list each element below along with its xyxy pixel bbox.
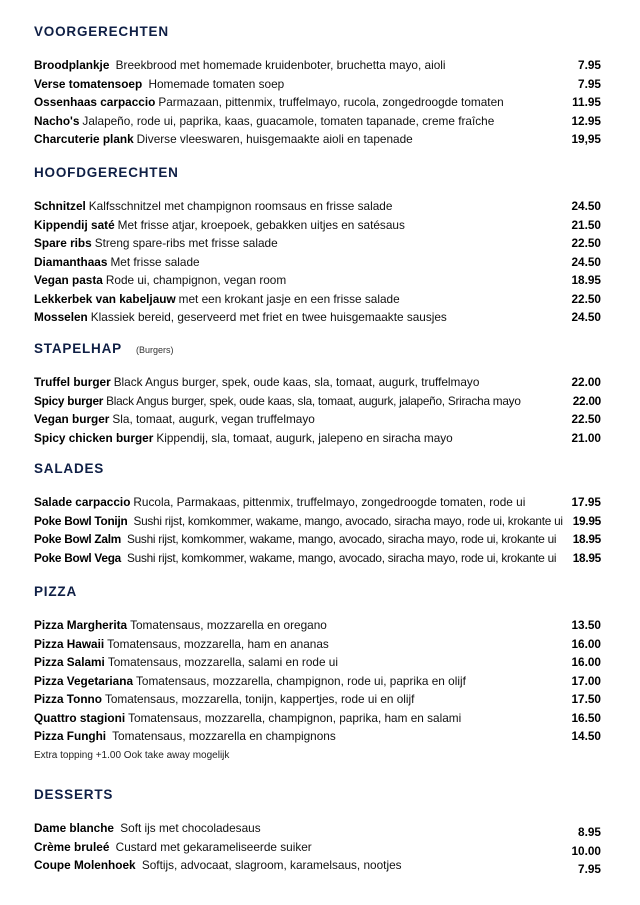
item-price: 8.95: [578, 825, 601, 839]
menu-item: [34, 690, 604, 709]
item-price: 7.95: [578, 862, 601, 876]
item-name: Dame blanche: [34, 821, 114, 835]
menu-item: [34, 549, 604, 568]
item-description: Tomatensaus, mozzarella en champignons: [109, 729, 336, 743]
menu-item: [34, 838, 604, 857]
item-name: Lekkerbek van kabeljauw: [34, 291, 176, 306]
section-pizza: [34, 584, 604, 766]
section-salades: [34, 461, 604, 567]
menu-item: [34, 653, 604, 672]
menu-item: [34, 392, 604, 411]
item-name: Spicy chicken burger: [34, 430, 154, 445]
section-hoofdgerechten: [34, 165, 604, 327]
section-title: STAPELHAP: [34, 341, 122, 356]
item-price: 10.00: [571, 843, 601, 858]
menu-item: [34, 493, 604, 512]
item-price: 17.95: [571, 495, 601, 509]
item-description: Tomatensaus, mozzarella, ham en ananas: [107, 636, 329, 651]
item-description: Streng spare-ribs met frisse salade: [94, 236, 278, 250]
item-price: 7.95: [578, 58, 601, 72]
item-description: Klassiek bereid, geserveerd met friet en twee huisgemaakte sausjes: [90, 310, 447, 324]
item-price: 13.50: [571, 618, 601, 632]
menu-item: [34, 216, 604, 235]
section-subtitle: (Burgers): [135, 345, 174, 355]
menu-item: [34, 373, 604, 392]
menu-item: [34, 709, 604, 728]
item-name: Ossenhaas carpaccio: [34, 95, 156, 109]
item-description: Sushi rijst, komkommer, wakame, mango, avocado, siracha mayo, rode ui, krokante ui: [123, 550, 557, 565]
item-price: 22.50: [571, 291, 601, 306]
item-name: Poke Bowl Vega: [34, 550, 121, 565]
item-description: Tomatensaus, mozzarella, champignon, rode ui, paprika en olijf: [136, 673, 466, 688]
item-description: Tomatensaus, mozzarella, champignon, paprika, ham en salami: [128, 710, 462, 725]
item-description: Jalapeño, rode ui, paprika, kaas, guacamole, tomaten tapanade, creme fraîche: [82, 113, 495, 128]
item-price: 11.95: [572, 95, 601, 109]
menu-item: [34, 410, 604, 429]
section-header: [34, 584, 604, 604]
menu-item: [34, 197, 604, 216]
item-price: 19,95: [571, 132, 601, 146]
item-name: Quattro stagioni: [34, 710, 126, 725]
item-description: Black Angus burger, spek, oude kaas, sla, tomaat, augurk, jalapeño, Sriracha mayo: [106, 393, 521, 408]
item-name: Poke Bowl Zalm: [34, 532, 121, 546]
item-price: 17.00: [571, 673, 601, 688]
item-name: Pizza Margherita: [34, 618, 128, 632]
menu-item: [34, 271, 604, 290]
item-price: 21.50: [571, 217, 601, 232]
menu-item: [34, 253, 604, 272]
section-voorgerechten: [34, 24, 604, 149]
item-price: 24.50: [571, 310, 601, 324]
item-price: 7.95: [578, 76, 601, 91]
section-header: [34, 787, 604, 807]
item-price: 14.50: [571, 729, 601, 743]
section-desserts: [34, 787, 604, 875]
item-description: Soft ijs met chocoladesaus: [117, 821, 261, 835]
item-description: Homemade tomaten soep: [145, 76, 285, 91]
menu-item: [34, 512, 604, 531]
item-name: Truffel burger: [34, 375, 111, 389]
pizza-note: Extra topping +1.00 Ook take away mogelijk: [34, 749, 230, 761]
item-description: Met frisse atjar, kroepoek, gebakken uitjes en satésaus: [117, 217, 405, 232]
item-price: 16.00: [571, 655, 601, 669]
item-price: 22.50: [571, 236, 601, 250]
item-price: 16.00: [571, 636, 601, 651]
item-name: Pizza Vegetariana: [34, 673, 134, 688]
section-header: [34, 24, 604, 44]
section-title: SALADES: [34, 461, 105, 476]
item-name: Poke Bowl Tonijn: [34, 513, 128, 528]
item-name: Verse tomatensoep: [34, 76, 143, 91]
menu-item: [34, 635, 604, 654]
item-price: 24.50: [571, 199, 601, 213]
item-name: Vegan burger: [34, 412, 110, 426]
item-price: 12.95: [571, 113, 601, 128]
item-description: Breekbrood met homemade kruidenboter, bruchetta mayo, aioli: [112, 58, 446, 72]
item-description: met een krokant jasje en een frisse salade: [178, 291, 400, 306]
item-description: Kalfsschnitzel met champignon roomsaus en frisse salade: [88, 199, 393, 213]
item-price: 22.00: [572, 393, 601, 408]
item-description: Tomatensaus, mozzarella, tonijn, kappertjes, rode ui en olijf: [104, 692, 415, 706]
item-description: Sushi rijst, komkommer, wakame, mango, avocado, siracha mayo, rode ui, krokante ui: [123, 532, 557, 546]
section-stapelhap: [34, 341, 604, 447]
item-description: Diverse vleeswaren, huisgemaakte aioli en tapenade: [136, 132, 413, 146]
item-description: Softijs, advocaat, slagroom, karamelsaus, nootjes: [138, 858, 402, 872]
section-title: PIZZA: [34, 584, 77, 599]
menu-item: [34, 429, 604, 448]
item-price: 17.50: [571, 692, 601, 706]
item-price: 24.50: [571, 254, 601, 269]
menu-item: [34, 819, 604, 838]
item-name: Mosselen: [34, 310, 88, 324]
section-header: [34, 341, 604, 361]
menu-item: [34, 530, 604, 549]
item-description: Kippendij, sla, tomaat, augurk, jalepeno en siracha mayo: [156, 430, 453, 445]
section-title: HOOFDGERECHTEN: [34, 165, 179, 180]
item-description: Black Angus burger, spek, oude kaas, sla, tomaat, augurk, truffelmayo: [113, 375, 480, 389]
menu-item: [34, 93, 604, 112]
section-title: VOORGERECHTEN: [34, 24, 169, 39]
menu-item: [34, 75, 604, 94]
section-title: DESSERTS: [34, 787, 114, 802]
item-description: Tomatensaus, mozzarella, salami en rode ui: [107, 655, 338, 669]
item-description: Rode ui, champignon, vegan room: [105, 273, 287, 287]
item-price: 18.95: [571, 273, 601, 287]
item-name: Diamanthaas: [34, 254, 108, 269]
menu-item: [34, 856, 604, 875]
menu-item: [34, 290, 604, 309]
item-name: Salade carpaccio: [34, 495, 131, 509]
menu-item: [34, 727, 604, 746]
item-name: Pizza Hawaii: [34, 636, 105, 651]
item-name: Nacho's: [34, 113, 80, 128]
item-price: 16.50: [571, 710, 601, 725]
item-name: Spare ribs: [34, 236, 92, 250]
menu-item: [34, 672, 604, 691]
menu-item: [34, 112, 604, 131]
item-name: Pizza Salami: [34, 655, 105, 669]
section-header: [34, 461, 604, 481]
item-price: 19.95: [572, 513, 601, 528]
menu-item: [34, 130, 604, 149]
item-name: Charcuterie plank: [34, 132, 134, 146]
item-name: Spicy burger: [34, 393, 104, 408]
item-name: Vegan pasta: [34, 273, 103, 287]
item-price: 18.95: [572, 550, 601, 565]
item-name: Pizza Tonno: [34, 692, 102, 706]
item-description: Parmazaan, pittenmix, truffelmayo, rucola, zongedroogde tomaten: [158, 95, 504, 109]
item-name: Schnitzel: [34, 199, 86, 213]
item-description: Custard met gekarameliseerde suiker: [112, 839, 312, 854]
item-description: Met frisse salade: [110, 254, 200, 269]
item-description: Sushi rijst, komkommer, wakame, mango, avocado, siracha mayo, rode ui, krokante ui: [130, 513, 563, 528]
menu-item: [34, 308, 604, 327]
item-name: Coupe Molenhoek: [34, 858, 136, 872]
item-description: Rucola, Parmakaas, pittenmix, truffelmayo, zongedroogde tomaten, rode ui: [133, 495, 526, 509]
item-price: 22.50: [571, 412, 601, 426]
menu-item: [34, 56, 604, 75]
item-price: 21.00: [571, 430, 601, 445]
item-description: Sla, tomaat, augurk, vegan truffelmayo: [112, 412, 315, 426]
item-price: 22.00: [571, 375, 601, 389]
item-price: 18.95: [572, 532, 601, 546]
item-description: Tomatensaus, mozzarella en oregano: [130, 618, 327, 632]
menu-item: [34, 616, 604, 635]
item-name: Crème bruleé: [34, 839, 110, 854]
item-name: Kippendij saté: [34, 217, 115, 232]
menu-item: [34, 234, 604, 253]
section-header: [34, 165, 604, 185]
item-name: Broodplankje: [34, 58, 110, 72]
item-name: Pizza Funghi: [34, 729, 107, 743]
